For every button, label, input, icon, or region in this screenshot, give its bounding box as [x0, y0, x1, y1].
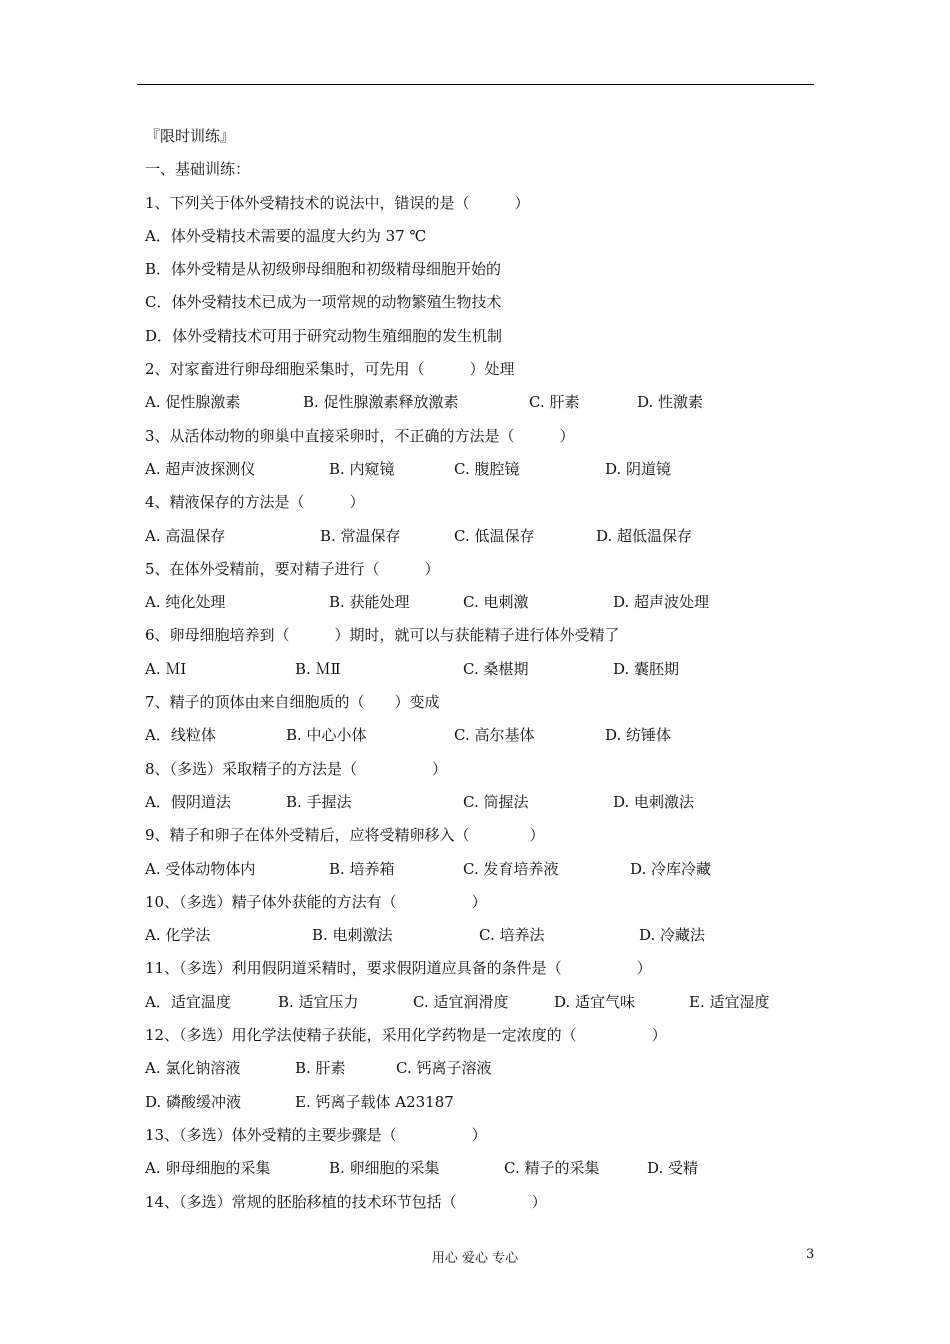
footer-motto: 用心 爱心 专心	[431, 1251, 519, 1266]
option: A．线粒体	[145, 726, 216, 745]
question-11-options	[145, 986, 825, 1019]
question-1-option-a: A．体外受精技术需要的温度大约为 37 ℃	[145, 226, 427, 245]
option: D. 磷酸缓冲液	[145, 1092, 242, 1111]
question-12-options-row2	[145, 1086, 825, 1119]
option: E. 钙离子载体 A23187	[295, 1092, 454, 1111]
option: B. 培养箱	[329, 859, 395, 878]
header-rule	[137, 84, 814, 85]
question-2-stem: 2、对家畜进行卵母细胞采集时，可先用（ ）处理	[145, 360, 515, 379]
question-13-stem: 13、（多选）体外受精的主要步骤是（ ）	[145, 1125, 487, 1144]
option: D. 超声波处理	[613, 593, 710, 612]
option: D. 阴道镜	[605, 459, 672, 478]
option: D. 纺锤体	[605, 726, 672, 745]
option: B. 卵细胞的采集	[329, 1159, 440, 1178]
option: D. 受精	[647, 1159, 699, 1178]
option: B. 常温保存	[320, 526, 401, 545]
option: C. 发育培养液	[463, 859, 559, 878]
question-1-stem: 1、下列关于体外受精技术的说法中，错误的是（ ）	[145, 193, 530, 212]
question-14-stem: 14、（多选）常规的胚胎移植的技术环节包括（ ）	[145, 1192, 547, 1211]
option: B. 手握法	[286, 792, 352, 811]
question-11-stem: 11、（多选）利用假阴道采精时，要求假阴道应具备的条件是（ ）	[145, 959, 652, 978]
question-2-options	[145, 386, 825, 419]
question-4-stem: 4、精液保存的方法是（ ）	[145, 493, 365, 512]
question-7-stem: 7、精子的顶体由来自细胞质的（ ）变成	[145, 693, 440, 712]
option: D. 超低温保存	[596, 526, 693, 545]
exercise-content	[145, 120, 825, 1219]
option: B. 电刺激法	[312, 926, 393, 945]
option: C. 适宜润滑度	[413, 992, 509, 1011]
option: A．假阴道法	[145, 792, 231, 811]
question-8-options	[145, 786, 825, 819]
question-6-stem: 6、卵母细胞培养到（ ）期时，就可以与获能精子进行体外受精了	[145, 626, 620, 645]
option: B. 适宜压力	[278, 992, 359, 1011]
option: A. 卵母细胞的采集	[145, 1159, 271, 1178]
question-6-options	[145, 653, 825, 686]
option: D. 电刺激法	[613, 792, 695, 811]
option: A. 化学法	[145, 926, 211, 945]
question-3-stem: 3、从活体动物的卵巢中直接采卵时，不正确的方法是（ ）	[145, 426, 575, 445]
page-number: 3	[806, 1247, 815, 1262]
option: C. 低温保存	[454, 526, 535, 545]
subsection-title: 一、基础训练：	[145, 160, 251, 179]
question-1-option-c: C．体外受精技术已成为一项常规的动物繁殖生物技术	[145, 293, 502, 312]
question-8-stem: 8、（多选）采取精子的方法是（ ）	[145, 759, 448, 778]
question-5-options	[145, 586, 825, 619]
option: C. 培养法	[479, 926, 545, 945]
option: C. 腹腔镜	[454, 459, 520, 478]
question-13-options	[145, 1152, 825, 1185]
option: B. 肝素	[295, 1059, 346, 1078]
option: C. 桑椹期	[463, 659, 529, 678]
question-12-options-row1	[145, 1052, 825, 1085]
question-9-stem: 9、精子和卵子在体外受精后，应将受精卵移入（ ）	[145, 826, 545, 845]
option: C. 筒握法	[463, 792, 529, 811]
option: A. 超声波探测仪	[145, 459, 256, 478]
option: C. 电刺激	[463, 593, 529, 612]
question-3-options	[145, 453, 825, 486]
option: A. 促性腺激素	[145, 393, 241, 412]
question-7-options	[145, 719, 825, 752]
question-5-stem: 5、在体外受精前，要对精子进行（ ）	[145, 559, 440, 578]
option: D. 冷库冷藏	[630, 859, 712, 878]
option: C. 高尔基体	[454, 726, 535, 745]
question-1-option-b: B．体外受精是从初级卵母细胞和初级精母细胞开始的	[145, 260, 502, 279]
option: D. 性激素	[637, 393, 704, 412]
section-title: 『限时训练』	[145, 127, 236, 145]
question-9-options	[145, 853, 825, 886]
question-4-options	[145, 520, 825, 553]
option: E. 适宜湿度	[689, 992, 770, 1011]
option: D. 囊胚期	[613, 659, 680, 678]
question-10-stem: 10、（多选）精子体外获能的方法有（ ）	[145, 892, 487, 911]
option: A. 纯化处理	[145, 593, 226, 612]
option: A. ＭⅠ	[145, 659, 187, 678]
option: B. 获能处理	[329, 593, 410, 612]
option: D. 冷藏法	[639, 926, 706, 945]
option: B. ＭⅡ	[295, 659, 341, 678]
question-10-options	[145, 919, 825, 952]
question-12-stem: 12、（多选）用化学法使精子获能，采用化学药物是一定浓度的（ ）	[145, 1026, 667, 1045]
option: B. 内窥镜	[329, 459, 395, 478]
question-1-option-d: D．体外受精技术可用于研究动物生殖细胞的发生机制	[145, 326, 503, 345]
option: B. 中心小体	[286, 726, 367, 745]
option: A．适宜温度	[145, 992, 231, 1011]
option: B. 促性腺激素释放激素	[303, 393, 459, 412]
option: C. 精子的采集	[504, 1159, 600, 1178]
option: C. 肝素	[529, 393, 580, 412]
option: D. 适宜气味	[554, 992, 636, 1011]
option: A. 受体动物体内	[145, 859, 256, 878]
option: A. 氯化钠溶液	[145, 1059, 241, 1078]
option: C. 钙离子溶液	[396, 1059, 492, 1078]
option: A. 高温保存	[145, 526, 226, 545]
